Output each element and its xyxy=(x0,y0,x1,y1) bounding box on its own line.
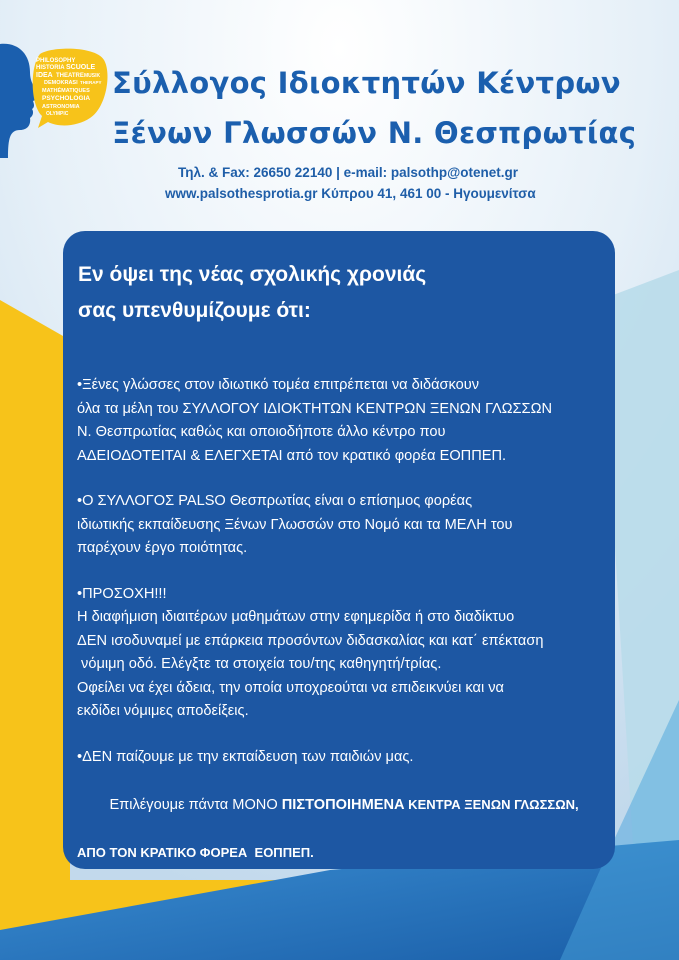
logo-word: MATHÉMATIQUES xyxy=(42,88,90,94)
logo-word: PHILOSOPHY xyxy=(36,58,76,64)
contact-phone-email: Τηλ. & Fax: 26650 22140 | e-mail: palsothp@otenet.gr xyxy=(178,165,519,180)
logo-word: OLYMPIC xyxy=(46,111,69,117)
paragraph-languages xyxy=(77,374,609,468)
text-line: ΔΕΝ ισοδυναμεί με επάρκεια προσόντων διδασκαλίας και κατ΄ επέκταση xyxy=(77,632,544,649)
logo-word: THERAPY xyxy=(80,80,102,85)
palso-logo xyxy=(0,38,112,158)
text-line xyxy=(77,769,609,841)
logo-word: SCUOLE xyxy=(66,64,96,71)
text-line: όλα τα μέλη του ΣΥΛΛΟΓΟΥ ΙΔΙΟΚΤΗΤΩΝ ΚΕΝΤΡΩΝ ΞΕΝΩΝ ΓΛΩΣΣΩΝ xyxy=(77,400,553,417)
org-title-line2: Ξένων Γλωσσών Ν. Θεσπρωτίας xyxy=(112,116,637,150)
contact-website-address: www.palsothesprotia.gr Κύπρου 41, 461 00 - Ηγουμενίτσα xyxy=(165,186,536,201)
text-plain: Επιλέγουμε πάντα ΜΟΝΟ xyxy=(109,796,282,813)
paragraph-palso xyxy=(77,490,609,561)
text-line: •Ο ΣΥΛΛΟΓΟΣ PALSO Θεσπρωτίας είναι ο επίσημος φορέας xyxy=(77,493,473,509)
text-line: Η διαφήμιση ιδιαιτέρων μαθημάτων στην εφημερίδα ή στο διαδίκτυο xyxy=(77,609,515,625)
panel-body xyxy=(77,374,609,886)
logo-word: MUSIK xyxy=(84,73,101,79)
org-title-line1: Σύλλογος Ιδιοκτητών Κέντρων xyxy=(112,66,621,100)
text-centers-bold: ΚΕΝΤΡΑ ΞΕΝΩΝ ΓΛΩΣΣΩΝ, xyxy=(404,796,579,812)
paragraph-certified xyxy=(77,746,609,865)
logo-word: DEMOKRASI xyxy=(44,80,78,86)
text-line: νόμιμη οδό. Ελέγξτε τα στοιχεία του/της καθηγητή/τρίας. xyxy=(77,656,442,672)
text-authority-bold: ΑΠΟ ΤΟΝ ΚΡΑΤΙΚΟ ΦΟΡΕΑ ΕΟΠΠΕΠ. xyxy=(77,844,314,860)
notice-panel xyxy=(63,231,615,869)
text-line: παρέχουν έργο ποιότητας. xyxy=(77,540,248,556)
text-line: •Ξένες γλώσσες στον ιδιωτικό τομέα επιτρέπεται να διδάσκουν xyxy=(77,377,480,393)
logo-word: THEATRE xyxy=(56,73,84,79)
logo-word: IDEA xyxy=(36,72,53,79)
text-line: ιδιωτικής εκπαίδευσης Ξένων Γλωσσών στο Νομό και τα ΜΕΛΗ του xyxy=(77,516,513,533)
text-line: •ΔΕΝ παίζουμε με την εκπαίδευση των παιδιών μας. xyxy=(77,748,414,765)
text-certified-bold: ΠΙΣΤΟΠΟΙΗΜΕΝΑ xyxy=(281,796,405,813)
panel-heading xyxy=(78,257,426,329)
text-line: Οφείλει να έχει άδεια, την οποία υποχρεούται να επιδεικνύει και να xyxy=(77,679,504,696)
head-silhouette-icon xyxy=(0,44,39,158)
paragraph-warning xyxy=(77,583,609,724)
text-line: ΑΔΕΙΟΔΟΤΕΙΤΑΙ & ΕΛΕΓΧΕΤΑΙ από τον κρατικό φορέα ΕΟΠΠΕΠ. xyxy=(77,447,507,464)
logo-word: HISTORIA xyxy=(36,65,65,71)
panel-heading-line1: Εν όψει της νέας σχολικής χρονιάς xyxy=(78,263,427,286)
text-line: •ΠΡΟΣΟΧΗ!!! xyxy=(77,585,167,602)
text-line: εκδίδει νόμιμες αποδείξεις. xyxy=(77,703,249,719)
logo-word: ASTRONOMIA xyxy=(42,104,80,110)
panel-heading-line2: σας υπενθυμίζουμε ότι: xyxy=(78,299,311,322)
text-line: Ν. Θεσπρωτίας καθώς και οποιοδήποτε άλλο κέντρο που xyxy=(77,424,446,440)
logo-word: PSYCHOLOGIA xyxy=(42,95,91,102)
